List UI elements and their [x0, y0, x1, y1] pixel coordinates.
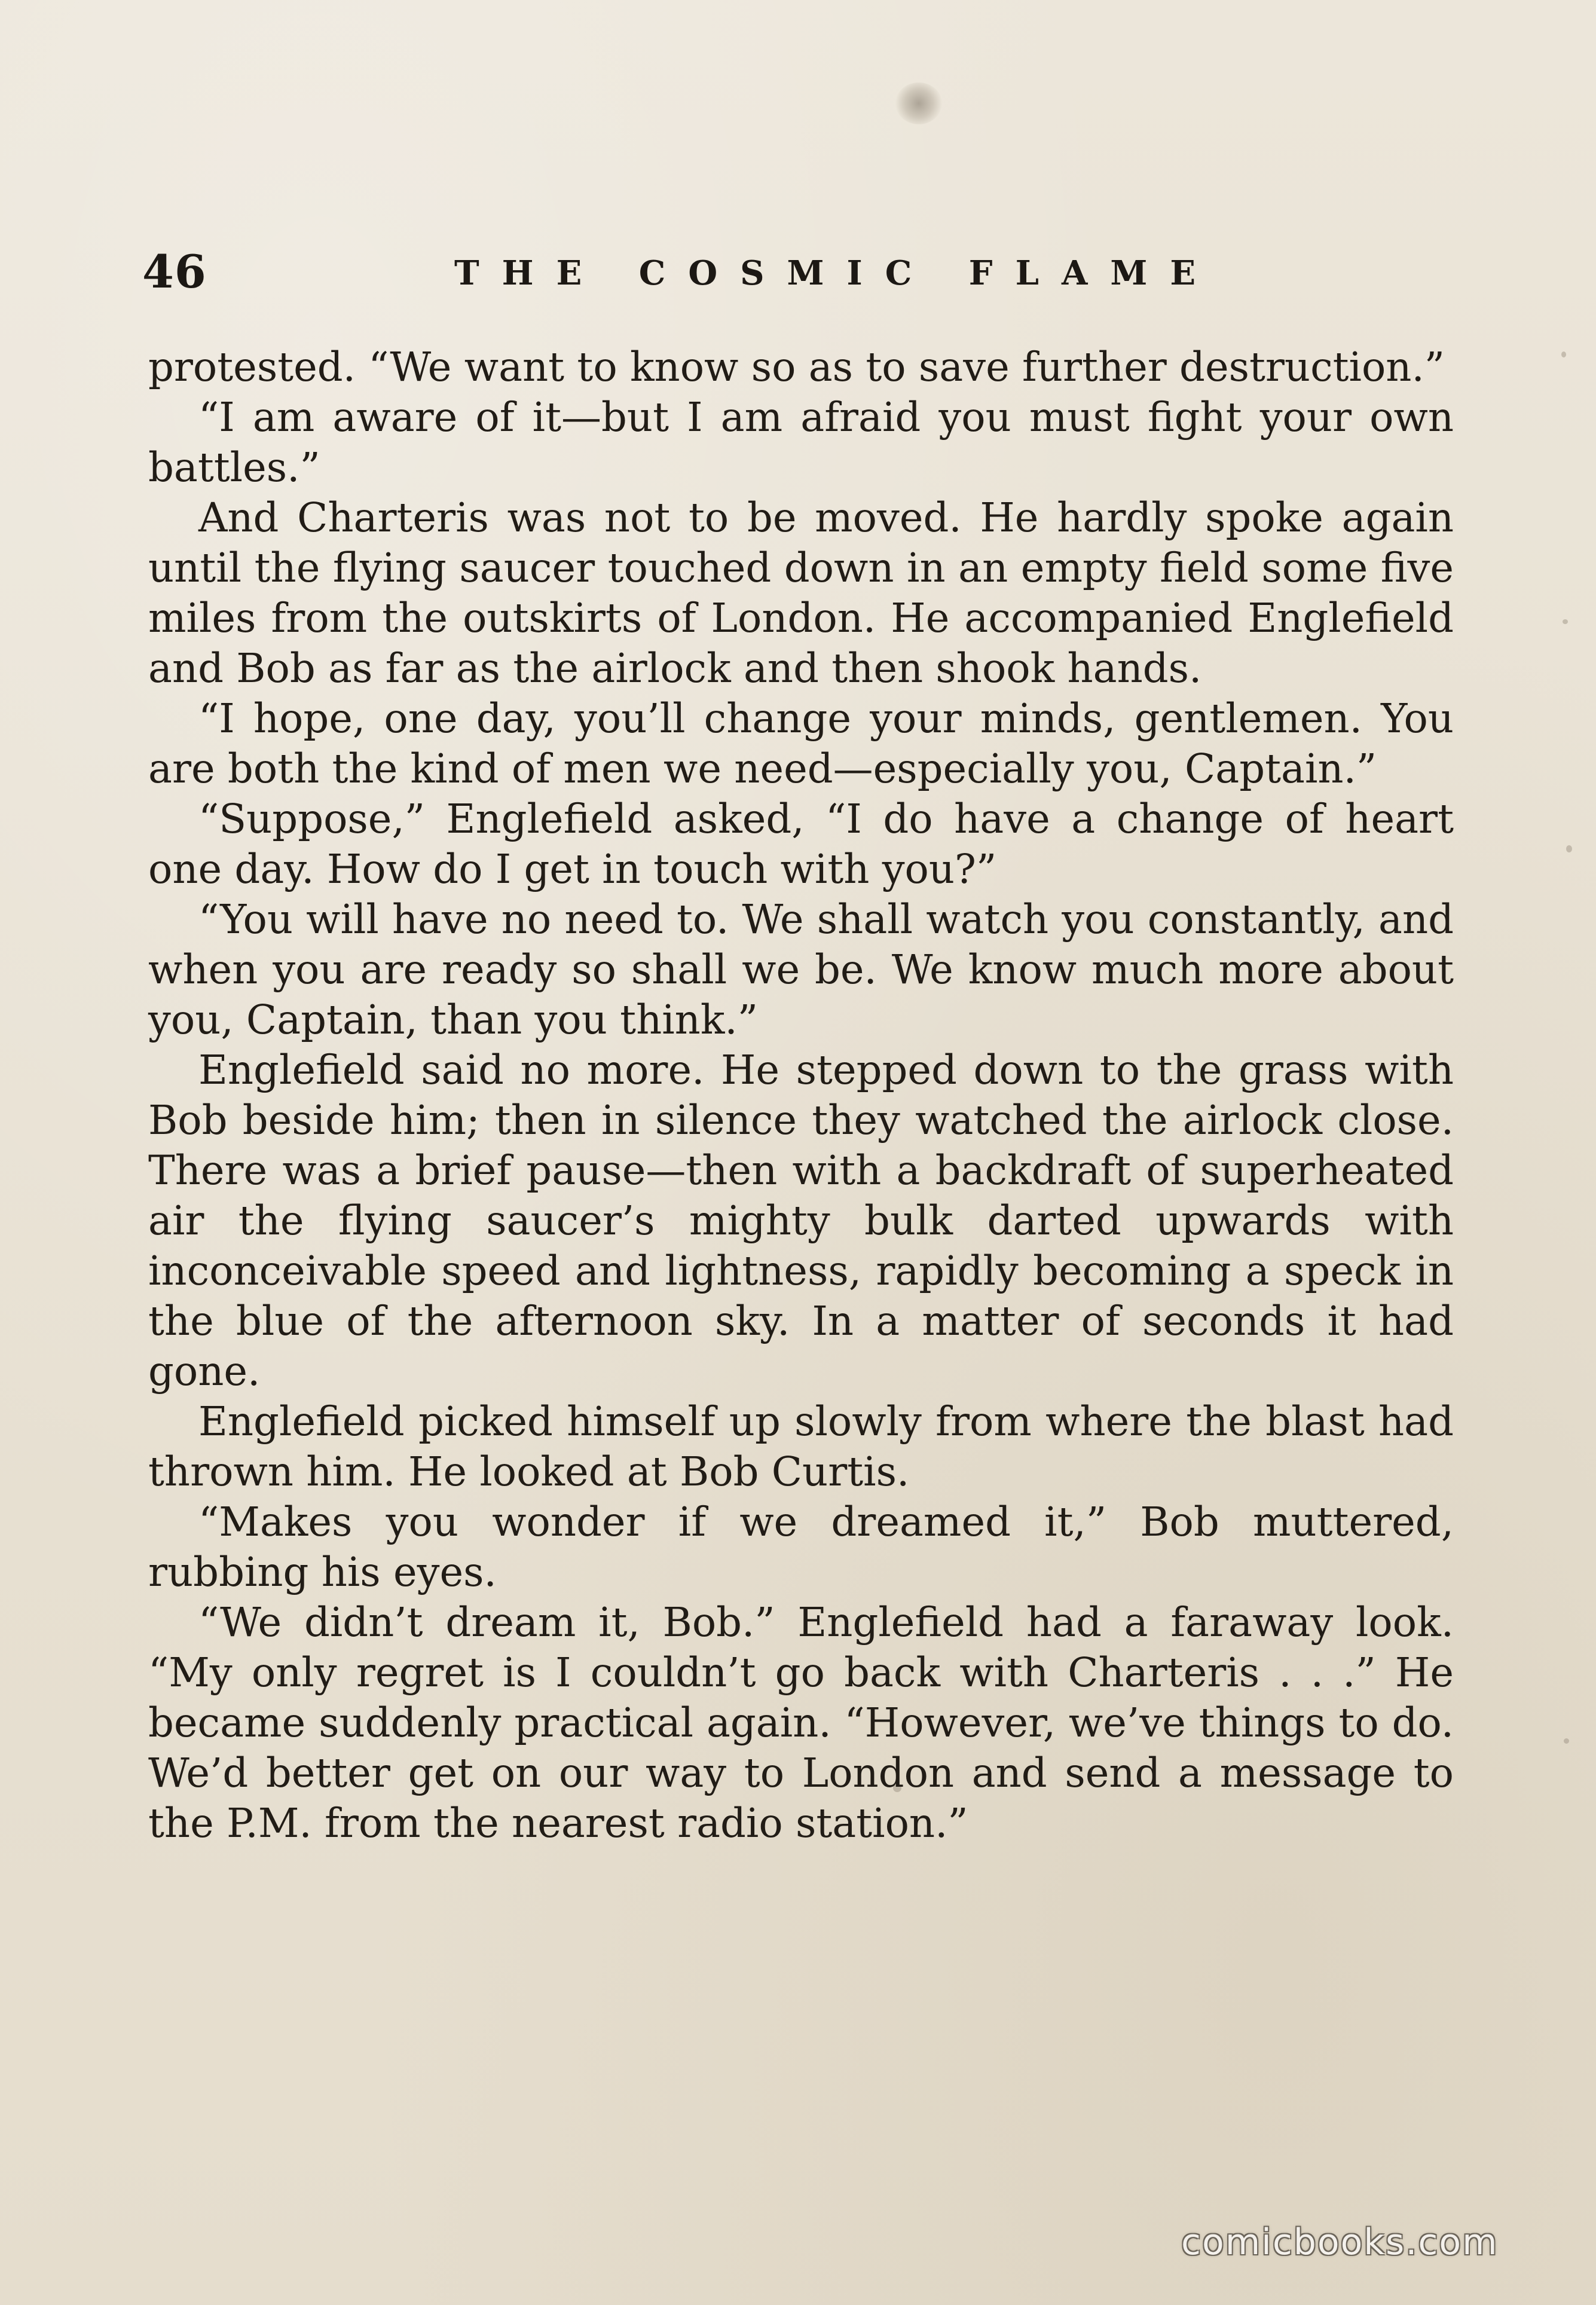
body-text: [148, 342, 1454, 1848]
paragraph: “I am aware of it—but I am afraid you must fight your own battles.”: [148, 394, 1454, 491]
paragraph: protested. “We want to know so as to save further destruction.”: [148, 344, 1445, 390]
paper-stain: [895, 82, 942, 124]
paragraph: “I hope, one day, you’ll change your minds, gentlemen. You are both the kind of men we need—especially you, Captain.”: [148, 695, 1454, 792]
paragraph: And Charteris was not to be moved. He hardly spoke again until the flying saucer touched down in an empty field some five miles from the outskirts of London. He accompanied Englefield and Bob as far as the airlock and then shook hands.: [148, 494, 1454, 692]
paragraph: Englefield said no more. He stepped down to the grass with Bob beside him; then in silence they watched the airlock close. There was a brief pause—then with a backdraft of superheated air the flying saucer’s mighty bulk darted upwards with inconceivable speed and lightness, rapidly becoming a speck in the blue of the afternoon sky. In a matter of seconds it had gone.: [148, 1047, 1454, 1395]
running-title: THE COSMIC FLAME: [454, 253, 1219, 293]
watermark: comicbooks.com: [1181, 2221, 1499, 2263]
paragraph: “Suppose,” Englefield asked, “I do have a change of heart one day. How do I get in touch with you?”: [148, 796, 1454, 892]
paper-speck: [1564, 1738, 1569, 1744]
paper-speck: [1563, 619, 1568, 624]
paragraph: “Makes you wonder if we dreamed it,” Bob muttered, rubbing his eyes.: [148, 1499, 1454, 1595]
paper-speck: [1566, 845, 1572, 852]
running-head: [142, 245, 1219, 311]
paragraph: “We didn’t dream it, Bob.” Englefield had a faraway look. “My only regret is I couldn’t go back with Charteris . . .” He became suddenly practical again. “However, we’ve things to do. We’d better get on our way to London and send a message to the P.M. from the nearest radio station.”: [148, 1599, 1454, 1847]
page-number: 46: [142, 245, 207, 298]
paragraph: “You will have no need to. We shall watch you constantly, and when you are ready so shall we be. We know much more about you, Captain, than you think.”: [148, 896, 1454, 1043]
paper-speck: [1561, 351, 1566, 357]
paragraph: Englefield picked himself up slowly from where the blast had thrown him. He looked at Bob Curtis.: [148, 1398, 1454, 1495]
